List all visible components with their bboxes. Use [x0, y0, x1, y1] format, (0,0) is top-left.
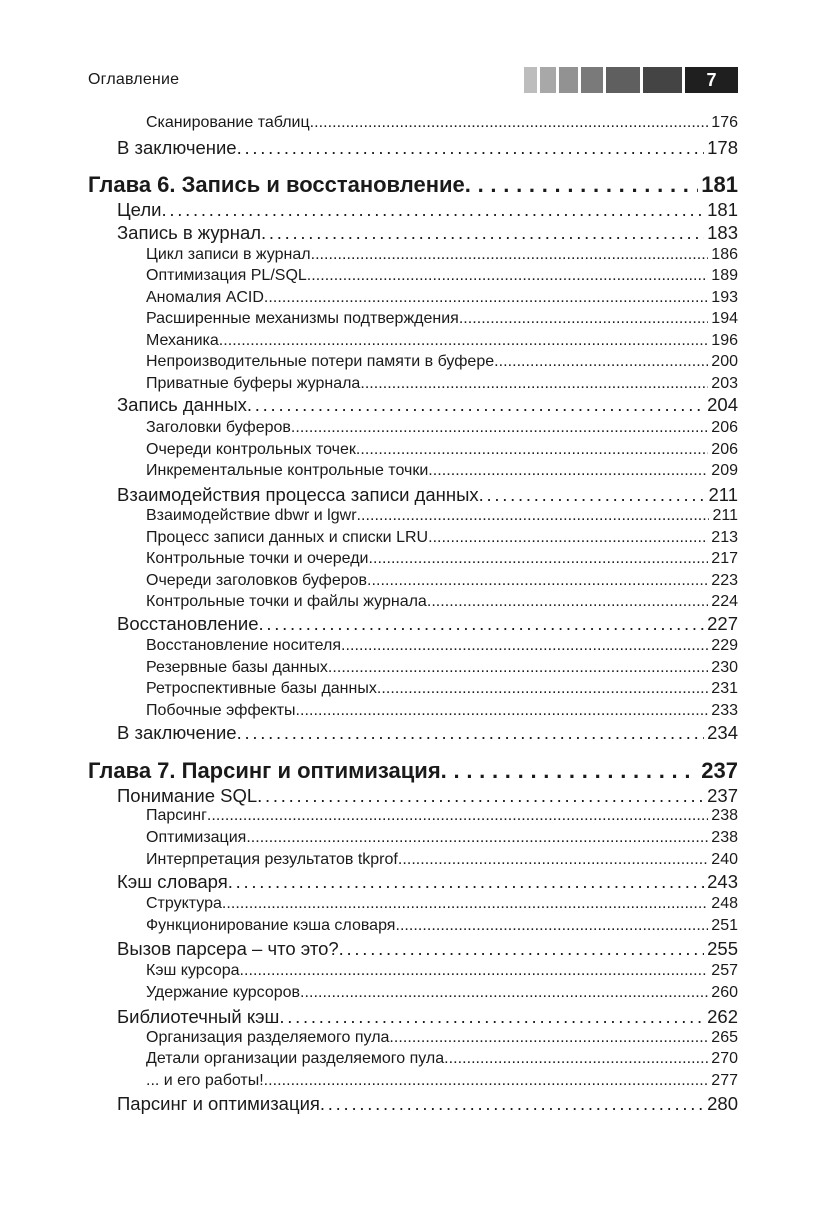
dot-leader: [377, 680, 708, 698]
dot-leader: [494, 353, 708, 371]
toc-entry-title: Глава 7. Парсинг и оптимизация: [88, 758, 441, 783]
toc-section-row: [117, 785, 738, 807]
toc-page-number: 257: [711, 962, 738, 979]
dot-leader: [341, 637, 708, 655]
toc-page-number: 227: [707, 613, 738, 634]
toc-entry-title: Сканирование таблиц: [146, 114, 310, 131]
toc-subsection-row: [146, 462, 738, 480]
toc-subsection-row: [146, 114, 738, 132]
dot-leader: [237, 137, 705, 159]
toc-page-number: 223: [711, 572, 738, 589]
toc-page-number: 237: [701, 758, 738, 783]
toc-entry-title: Контрольные точки и файлы журнала: [146, 593, 427, 610]
running-header-title: Оглавление: [88, 71, 180, 88]
dot-leader: [479, 484, 706, 506]
toc-page-number: 204: [707, 394, 738, 415]
toc-entry-title: Цикл записи в журнал: [146, 246, 311, 263]
toc-page-number: 262: [707, 1006, 738, 1027]
dot-leader: [259, 613, 705, 635]
toc-chapter-row: [88, 172, 738, 198]
dot-leader: [247, 394, 704, 416]
toc-page-number: 200: [711, 353, 738, 370]
toc-entry-title: Организация разделяемого пула: [146, 1029, 390, 1046]
dot-leader: [279, 1006, 704, 1028]
dot-leader: [465, 172, 699, 198]
toc-subsection-row: [146, 680, 738, 698]
toc-entry-title: В заключение: [117, 137, 237, 158]
toc-entry-title: Оптимизация PL/SQL: [146, 267, 307, 284]
toc-entry-title: Понимание SQL: [117, 785, 258, 806]
toc-entry-title: Процесс записи данных и списки LRU: [146, 529, 429, 546]
toc-subsection-row: [146, 593, 738, 611]
dot-leader: [428, 462, 708, 480]
toc-subsection-row: [146, 829, 738, 847]
toc-page-number: 206: [711, 419, 738, 436]
toc-page-number: 243: [707, 871, 738, 892]
toc-section-row: [117, 137, 738, 159]
toc-subsection-row: [146, 267, 738, 285]
toc-page-number: 194: [711, 310, 738, 327]
toc-subsection-row: [146, 550, 738, 568]
toc-entry-title: Парсинг и оптимизация: [117, 1093, 320, 1114]
toc-page-number: 251: [711, 917, 738, 934]
toc-entry-title: Функционирование кэша словаря: [146, 917, 396, 934]
toc-subsection-row: [146, 917, 738, 935]
toc-subsection-row: [146, 375, 738, 393]
dot-leader: [328, 659, 708, 677]
toc-section-row: [117, 199, 738, 221]
toc-entry-title: Резервные базы данных: [146, 659, 328, 676]
toc-page-number: 229: [711, 637, 738, 654]
toc-subsection-row: [146, 289, 738, 307]
toc-entry-title: Запись в журнал: [117, 222, 262, 243]
toc-page-number: 186: [711, 246, 738, 263]
toc-entry-title: Побочные эффекты: [146, 702, 296, 719]
toc-entry-title: Взаимодействия процесса записи данных: [117, 484, 479, 505]
dot-leader: [246, 829, 708, 847]
toc-entry-title: Механика: [146, 332, 219, 349]
page-number: 7: [685, 67, 738, 93]
dot-leader: [441, 758, 699, 784]
toc-subsection-row: [146, 962, 738, 980]
toc-page-number: 196: [711, 332, 738, 349]
toc-page-number: 270: [711, 1050, 738, 1067]
toc-subsection-row: [146, 529, 738, 547]
dot-leader: [427, 593, 708, 611]
toc-page-number: 277: [711, 1072, 738, 1089]
dot-leader: [222, 895, 708, 913]
dot-leader: [398, 851, 708, 869]
toc-entry-title: Заголовки буферов: [146, 419, 291, 436]
toc-entry-title: Интерпретация результатов tkprof: [146, 851, 398, 868]
dot-leader: [257, 785, 704, 807]
dot-leader: [360, 375, 708, 393]
toc-subsection-row: [146, 441, 738, 459]
dot-leader: [261, 222, 704, 244]
dot-leader: [237, 722, 705, 744]
toc-entry-title: Восстановление: [117, 613, 259, 634]
toc-subsection-row: [146, 353, 738, 371]
toc-page-number: 237: [707, 785, 738, 806]
dot-leader: [311, 246, 709, 264]
toc-subsection-row: [146, 419, 738, 437]
toc-page-number: 176: [711, 114, 738, 131]
dot-leader: [357, 507, 710, 525]
toc-subsection-row: [146, 310, 738, 328]
dot-leader: [444, 1050, 708, 1068]
toc-entry-title: Библиотечный кэш: [117, 1006, 280, 1027]
dot-leader: [162, 199, 705, 221]
dot-leader: [228, 871, 704, 893]
toc-subsection-row: [146, 246, 738, 264]
dot-leader: [367, 572, 708, 590]
toc-entry-title: Детали организации разделяемого пула: [146, 1050, 445, 1067]
toc-page-number: 193: [711, 289, 738, 306]
toc-entry-title: Инкрементальные контрольные точки: [146, 462, 429, 479]
toc-page-number: 280: [707, 1093, 738, 1114]
toc-page-number: 238: [711, 829, 738, 846]
dot-leader: [307, 267, 709, 285]
toc-page-number: 206: [711, 441, 738, 458]
toc-section-row: [117, 871, 738, 893]
toc-section-row: [117, 484, 738, 506]
toc-page-number: 248: [711, 895, 738, 912]
dot-leader: [310, 114, 709, 132]
dot-leader: [395, 917, 708, 935]
toc-page-number: 230: [711, 659, 738, 676]
toc-subsection-row: [146, 1072, 738, 1090]
toc-page-number: 211: [708, 484, 738, 505]
toc-subsection-row: [146, 807, 738, 825]
dot-leader: [368, 550, 708, 568]
dot-leader: [428, 529, 708, 547]
toc-page-number: 231: [711, 680, 738, 697]
toc-page-number: 234: [707, 722, 738, 743]
dot-leader: [219, 332, 709, 350]
dot-leader: [264, 289, 708, 307]
dot-leader: [389, 1029, 708, 1047]
toc-entry-title: Структура: [146, 895, 222, 912]
toc-chapter-row: [88, 758, 738, 784]
toc-entry-title: Очереди заголовков буферов: [146, 572, 368, 589]
toc-entry-title: Вызов парсера – что это?: [117, 938, 339, 959]
toc-subsection-row: [146, 637, 738, 655]
toc-entry-title: Контрольные точки и очереди: [146, 550, 369, 567]
toc-entry-title: В заключение: [117, 722, 237, 743]
toc-page-number: 213: [711, 529, 738, 546]
toc-page-number: 181: [701, 172, 738, 197]
toc-entry-title: Парсинг: [146, 807, 207, 824]
toc-section-row: [117, 394, 738, 416]
toc-subsection-row: [146, 984, 738, 1002]
toc-page-number: 217: [711, 550, 738, 567]
toc-entry-title: Кэш словаря: [117, 871, 228, 892]
toc-subsection-row: [146, 572, 738, 590]
toc-subsection-row: [146, 851, 738, 869]
toc-subsection-row: [146, 507, 738, 525]
toc-entry-title: ... и его работы!: [146, 1072, 264, 1089]
toc-page-number: 240: [711, 851, 738, 868]
toc-page-number: 181: [707, 199, 738, 220]
toc-page-number: 224: [711, 593, 738, 610]
dot-leader: [339, 938, 704, 960]
toc-page-number: 209: [711, 462, 738, 479]
dot-leader: [296, 702, 709, 720]
toc-section-row: [117, 938, 738, 960]
toc-subsection-row: [146, 659, 738, 677]
toc-entry-title: Приватные буферы журнала: [146, 375, 361, 392]
toc-entry-title: Оптимизация: [146, 829, 247, 846]
dot-leader: [356, 441, 708, 459]
toc-subsection-row: [146, 895, 738, 913]
toc-entry-title: Цели: [117, 199, 162, 220]
toc-subsection-row: [146, 702, 738, 720]
toc-entry-title: Восстановление носителя: [146, 637, 342, 654]
toc-entry-title: Расширенные механизмы подтверждения: [146, 310, 459, 327]
toc-page-number: 255: [707, 938, 738, 959]
dot-leader: [264, 1072, 709, 1090]
toc-page-number: 189: [711, 267, 738, 284]
toc-entry-title: Запись данных: [117, 394, 247, 415]
toc-entry-title: Аномалия ACID: [146, 289, 264, 306]
toc-subsection-row: [146, 1050, 738, 1068]
dot-leader: [300, 984, 708, 1002]
toc-entry-title: Ретроспективные базы данных: [146, 680, 377, 697]
toc-subsection-row: [146, 1029, 738, 1047]
toc-page-number: 211: [712, 507, 738, 524]
toc-section-row: [117, 1093, 738, 1115]
toc-entry-title: Взаимодействие dbwr и lgwr: [146, 507, 357, 524]
toc-entry-title: Удержание курсоров: [146, 984, 301, 1001]
toc-section-row: [117, 613, 738, 635]
dot-leader: [320, 1093, 704, 1115]
toc-section-row: [117, 722, 738, 744]
toc-page-number: 203: [711, 375, 738, 392]
toc-section-row: [117, 1006, 738, 1028]
dot-leader: [459, 310, 708, 328]
toc-subsection-row: [146, 332, 738, 350]
toc-entry-title: Кэш курсора: [146, 962, 240, 979]
dot-leader: [291, 419, 708, 437]
dot-leader: [207, 807, 708, 825]
toc-page-number: 233: [711, 702, 738, 719]
dot-leader: [240, 962, 709, 980]
toc-page-number: 238: [711, 807, 738, 824]
toc-entry-title: Глава 6. Запись и восстановление: [88, 172, 465, 197]
toc-page-number: 260: [711, 984, 738, 1001]
toc-entry-title: Непроизводительные потери памяти в буфере: [146, 353, 495, 370]
toc-page-number: 178: [707, 137, 738, 158]
toc-entry-title: Очереди контрольных точек: [146, 441, 356, 458]
toc-section-row: [117, 222, 738, 244]
toc-page-number: 265: [711, 1029, 738, 1046]
toc-page-number: 183: [707, 222, 738, 243]
